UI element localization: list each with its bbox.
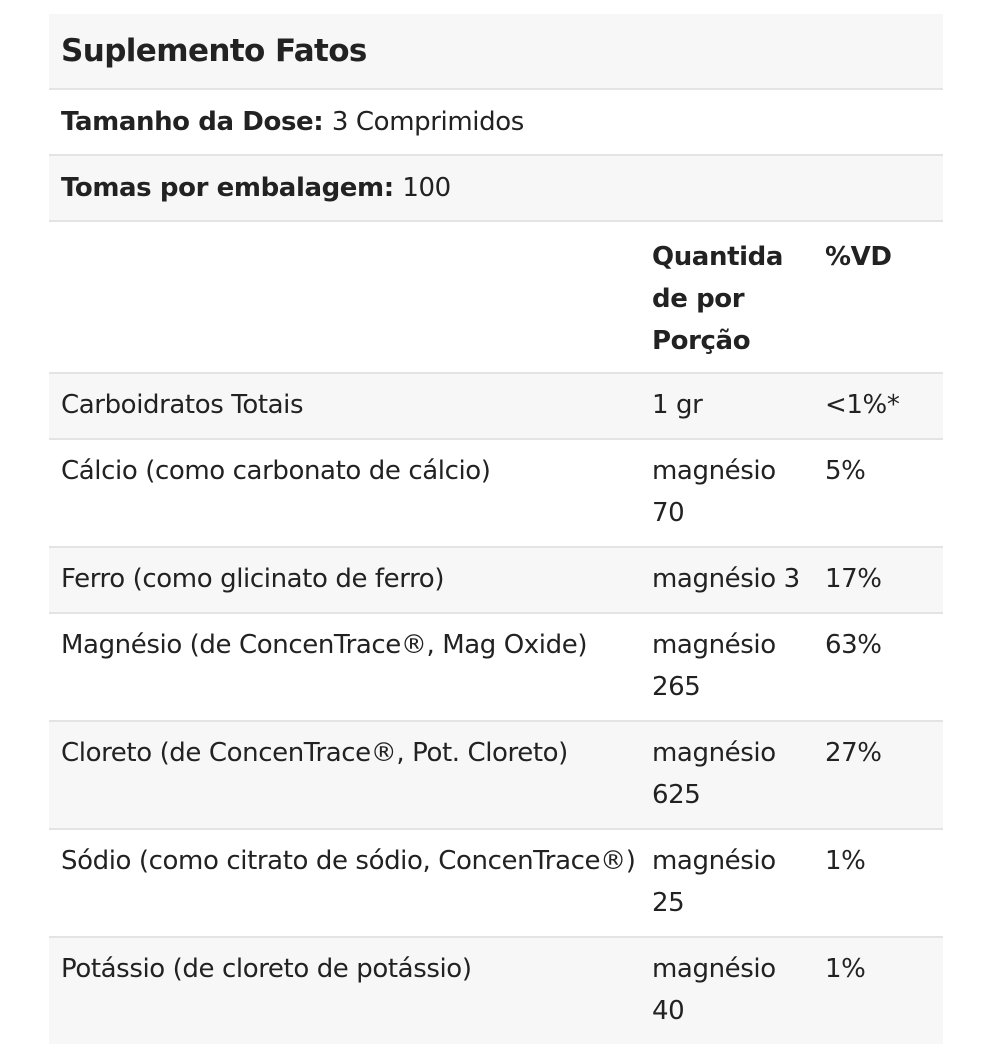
servings-per-container-row	[49, 156, 943, 222]
table-row	[49, 614, 943, 722]
nutrient-amount: magnésio 3	[652, 564, 800, 594]
nutrient-amount: magnésio 265	[652, 630, 776, 702]
nutrient-dv: 5%	[825, 456, 866, 486]
serving-size-row	[49, 90, 943, 156]
nutrient-dv: 27%	[825, 738, 882, 768]
table-row	[49, 548, 943, 614]
serving-size-label: Tamanho da Dose:	[61, 107, 324, 137]
nutrient-name: Carboidratos Totais	[61, 390, 304, 420]
nutrient-dv: <1%*	[825, 390, 900, 420]
nutrient-dv: 1%	[825, 954, 866, 984]
nutrient-name: Cloreto (de ConcenTrace®, Pot. Cloreto)	[61, 738, 568, 768]
column-header-amount: Quantidade por Porção	[652, 242, 783, 356]
table-title: Suplemento Fatos	[61, 33, 367, 69]
title-row	[49, 14, 943, 90]
nutrient-dv: 1%	[825, 846, 866, 876]
servings-per-container-label: Tomas por embalagem:	[61, 173, 394, 203]
nutrient-dv: 63%	[825, 630, 882, 660]
nutrient-dv: 17%	[825, 564, 882, 594]
nutrient-name: Cálcio (como carbonato de cálcio)	[61, 456, 491, 486]
table-row	[49, 374, 943, 440]
nutrient-name: Potássio (de cloreto de potássio)	[61, 954, 472, 984]
servings-per-container-value: 100	[402, 173, 451, 203]
nutrient-name: Sódio (como citrato de sódio, ConcenTrace®)	[61, 846, 636, 876]
serving-size-value: 3 Comprimidos	[331, 107, 524, 137]
nutrient-amount: 1 gr	[652, 390, 703, 420]
supplement-facts-table	[49, 14, 943, 1044]
nutrient-name: Magnésio (de ConcenTrace®, Mag Oxide)	[61, 630, 588, 660]
nutrient-amount: magnésio 25	[652, 846, 776, 918]
nutrient-amount: magnésio 70	[652, 456, 776, 528]
nutrient-amount: magnésio 40	[652, 954, 776, 1026]
column-header-dv: %VD	[825, 242, 892, 272]
table-row	[49, 830, 943, 938]
nutrient-name: Ferro (como glicinato de ferro)	[61, 564, 445, 594]
table-row	[49, 938, 943, 1044]
column-header-name	[49, 236, 652, 362]
nutrient-amount: magnésio 625	[652, 738, 776, 810]
table-row	[49, 722, 943, 830]
column-header-row	[49, 222, 943, 374]
table-row	[49, 440, 943, 548]
